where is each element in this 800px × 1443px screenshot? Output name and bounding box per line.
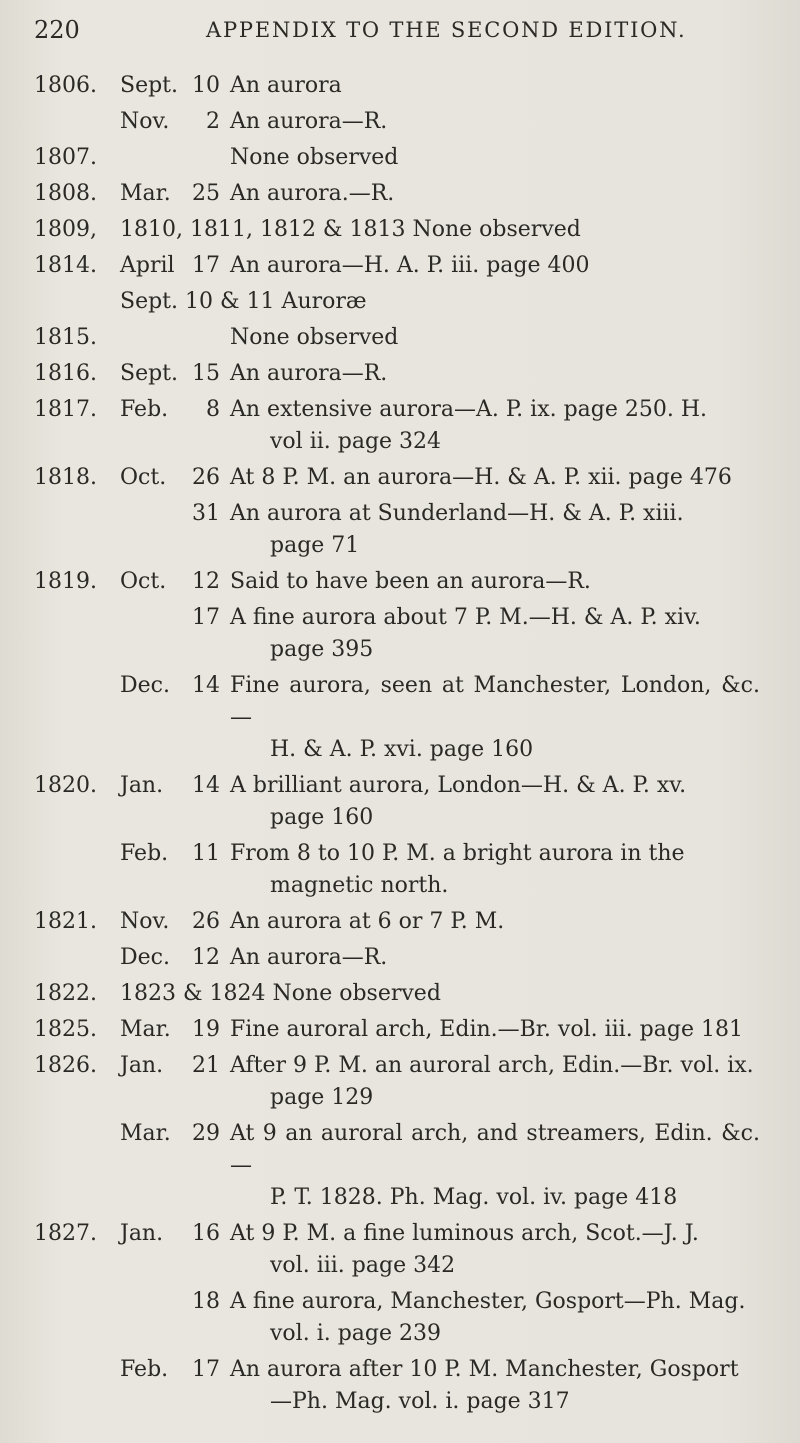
table-row — [34, 1050, 774, 1114]
table-row — [34, 178, 774, 210]
observation-text: Fine auroral arch, Edin.—Br. vol. iii. page 181 — [230, 1017, 743, 1042]
year-cell: 1827. — [34, 1221, 97, 1246]
table-row — [34, 322, 774, 354]
page-header — [28, 16, 768, 56]
day-cell: 21 — [192, 1053, 220, 1078]
observation-text: An aurora.—R. — [230, 181, 395, 206]
observation-continuation: vol. iii. page 342 — [270, 1253, 456, 1278]
day-cell: 25 — [192, 181, 220, 206]
table-row — [34, 602, 774, 666]
month-cell: Mar. — [120, 181, 171, 206]
month-cell: Feb. — [120, 397, 169, 422]
day-cell: 12 — [192, 945, 220, 970]
month-cell: Nov. — [120, 109, 170, 134]
table-row — [34, 978, 774, 1010]
page-number: 220 — [34, 16, 80, 44]
observation-continuation: P. T. 1828. Ph. Mag. vol. iv. page 418 — [270, 1185, 678, 1210]
table-row — [34, 358, 774, 390]
day-cell: 11 — [192, 841, 220, 866]
day-cell: 18 — [192, 1289, 220, 1314]
month-cell: Dec. — [120, 945, 170, 970]
observation-text: An aurora—R. — [230, 109, 388, 134]
month-cell: Jan. — [120, 773, 164, 798]
day-cell: 14 — [192, 773, 220, 798]
day-cell: 17 — [192, 1357, 220, 1382]
month-cell: April — [120, 253, 175, 278]
table-row — [34, 498, 774, 562]
table-row — [34, 214, 774, 246]
observation-text: An aurora at 6 or 7 P. M. — [230, 909, 505, 934]
observation-text: Said to have been an aurora—R. — [230, 569, 591, 594]
month-cell: Jan. — [120, 1221, 164, 1246]
year-cell: 1807. — [34, 145, 97, 170]
month-cell: Jan. — [120, 1053, 164, 1078]
table-row — [34, 838, 774, 902]
year-cell: 1815. — [34, 325, 97, 350]
observation-text: A brilliant aurora, London—H. & A. P. xv. page 160 — [230, 770, 760, 834]
table-row — [34, 286, 774, 318]
observation-text: 1810, 1811, 1812 & 1813 None observed — [120, 217, 581, 242]
table-row — [34, 106, 774, 138]
day-cell: 19 — [192, 1017, 220, 1042]
aurora-record-table — [34, 70, 774, 1422]
year-cell: 1814. — [34, 253, 97, 278]
observation-text: Sept. 10 & 11 Auroræ — [120, 289, 367, 314]
observation-continuation: page 71 — [270, 533, 360, 558]
observation-text: An aurora — [230, 73, 342, 98]
month-cell: Sept. — [120, 73, 179, 98]
observation-continuation: page 129 — [270, 1085, 374, 1110]
observation-continuation: vol ii. page 324 — [270, 429, 442, 454]
observation-text: An aurora—R. — [230, 361, 388, 386]
year-cell: 1825. — [34, 1017, 97, 1042]
running-title: APPENDIX TO THE SECOND EDITION. — [206, 18, 687, 42]
table-row — [34, 250, 774, 282]
observation-text: At 9 an auroral arch, and streamers, Edin. &c.— P. T. 1828. Ph. Mag. vol. iv. page 418 — [230, 1118, 760, 1214]
month-cell: Mar. — [120, 1017, 171, 1042]
observation-continuation: page 395 — [270, 637, 374, 662]
table-row — [34, 1354, 774, 1418]
table-row — [34, 670, 774, 766]
day-cell: 17 — [192, 605, 220, 630]
observation-text: An extensive aurora—A. P. ix. page 250. H. vol ii. page 324 — [230, 394, 760, 458]
year-cell: 1820. — [34, 773, 97, 798]
year-cell: 1816. — [34, 361, 97, 386]
observation-text: An aurora—H. A. P. iii. page 400 — [230, 253, 590, 278]
month-cell: Oct. — [120, 569, 167, 594]
observation-text: None observed — [230, 145, 399, 170]
observation-text: An aurora—R. — [230, 945, 388, 970]
month-cell: Nov. — [120, 909, 170, 934]
table-row — [34, 1286, 774, 1350]
table-row — [34, 566, 774, 598]
table-row — [34, 394, 774, 458]
year-cell: 1821. — [34, 909, 97, 934]
observation-text: 1823 & 1824 None observed — [120, 981, 441, 1006]
year-cell: 1817. — [34, 397, 97, 422]
observation-text: Fine aurora, seen at Manchester, London, &c.— H. & A. P. xvi. page 160 — [230, 670, 760, 766]
day-cell: 29 — [192, 1121, 220, 1146]
table-row — [34, 942, 774, 974]
day-cell: 15 — [192, 361, 220, 386]
day-cell: 17 — [192, 253, 220, 278]
observation-text: An aurora at Sunderland—H. & A. P. xiii. page 71 — [230, 498, 760, 562]
observation-continuation: page 160 — [270, 805, 374, 830]
table-row — [34, 1014, 774, 1046]
day-cell: 12 — [192, 569, 220, 594]
table-row — [34, 142, 774, 174]
year-cell: 1818. — [34, 465, 97, 490]
month-cell: Mar. — [120, 1121, 171, 1146]
table-row — [34, 1118, 774, 1214]
month-cell: Feb. — [120, 841, 169, 866]
table-row — [34, 906, 774, 938]
month-cell: Oct. — [120, 465, 167, 490]
day-cell: 14 — [192, 673, 220, 698]
month-cell: Feb. — [120, 1357, 169, 1382]
year-cell: 1806. — [34, 73, 97, 98]
observation-continuation: vol. i. page 239 — [270, 1321, 442, 1346]
day-cell: 16 — [192, 1221, 220, 1246]
table-row — [34, 70, 774, 102]
observation-text: At 9 P. M. a fine luminous arch, Scot.—J. J. vol. iii. page 342 — [230, 1218, 760, 1282]
table-row — [34, 462, 774, 494]
year-cell: 1822. — [34, 981, 97, 1006]
observation-text: From 8 to 10 P. M. a bright aurora in the magnetic north. — [230, 838, 760, 902]
year-cell: 1809, — [34, 217, 97, 242]
observation-text: A fine aurora about 7 P. M.—H. & A. P. xiv. page 395 — [230, 602, 760, 666]
day-cell: 26 — [192, 465, 220, 490]
year-cell: 1826. — [34, 1053, 97, 1078]
year-cell: 1819. — [34, 569, 97, 594]
month-cell: Dec. — [120, 673, 170, 698]
month-cell: Sept. — [120, 361, 179, 386]
observation-text: After 9 P. M. an auroral arch, Edin.—Br. vol. ix. page 129 — [230, 1050, 760, 1114]
day-cell: 10 — [192, 73, 220, 98]
year-cell: 1808. — [34, 181, 97, 206]
observation-text: At 8 P. M. an aurora—H. & A. P. xii. page 476 — [230, 465, 732, 490]
observation-continuation: magnetic north. — [270, 873, 449, 898]
day-cell: 8 — [206, 397, 220, 422]
observation-continuation: H. & A. P. xvi. page 160 — [270, 737, 534, 762]
observation-text: None observed — [230, 325, 399, 350]
table-row — [34, 770, 774, 834]
observation-text: An aurora after 10 P. M. Manchester, Gosport —Ph. Mag. vol. i. page 317 — [230, 1354, 760, 1418]
observation-continuation: —Ph. Mag. vol. i. page 317 — [270, 1389, 570, 1414]
day-cell: 31 — [192, 501, 220, 526]
observation-text: A fine aurora, Manchester, Gosport—Ph. Mag. vol. i. page 239 — [230, 1286, 760, 1350]
day-cell: 26 — [192, 909, 220, 934]
table-row — [34, 1218, 774, 1282]
day-cell: 2 — [206, 109, 220, 134]
